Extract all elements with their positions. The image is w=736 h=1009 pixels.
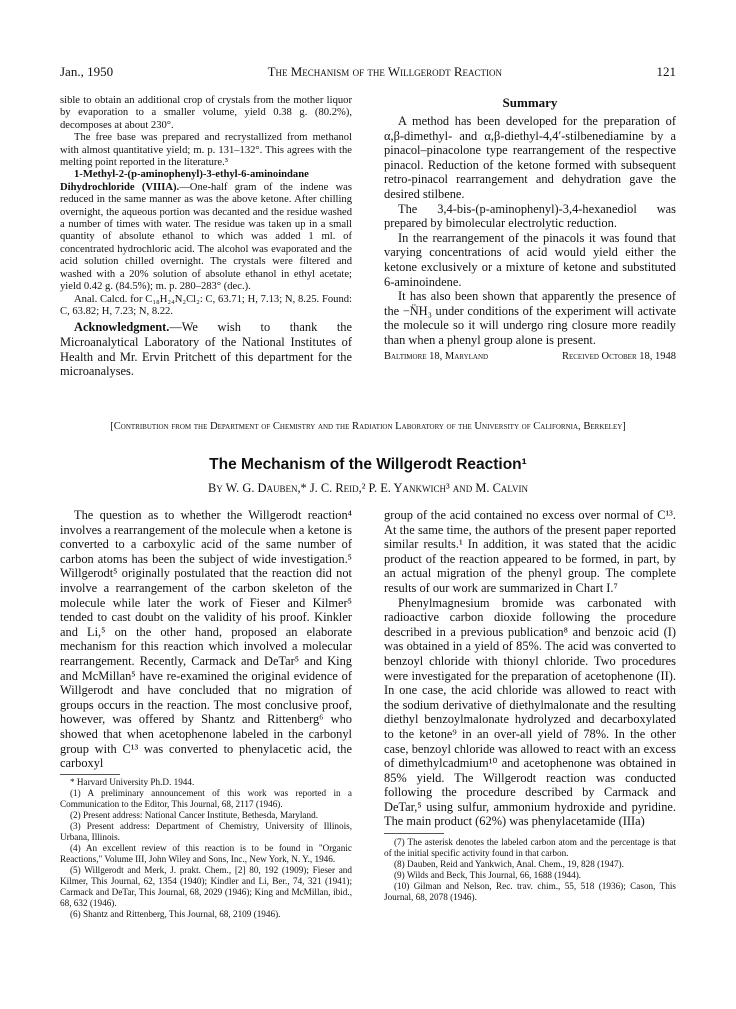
paragraph — [60, 169, 352, 293]
previous-article-left-column — [60, 95, 352, 379]
footnotes-left — [60, 777, 352, 920]
footnote: (2) Present address: National Cancer Institute, Bethesda, Maryland. — [70, 809, 318, 820]
footnote-divider — [384, 833, 444, 834]
summary-paragraph: A method has been developed for the preparation of α,β-dimethyl- and α,β-diethyl-4,4′-stilbenediamine by a pinacol–pinacolone type rearrangement of the respective pinacol. Reduction of the ketone formed with subsequent retro-pinacol rearrangement and dehydration gave the desired stilbene. — [384, 114, 676, 201]
summary-paragraph: It has also been shown that apparently the presence of the −N̈H₃ under conditions of the experiment will activate the molecule so it will undergo ring closure more readily than when a phenyl group alone is present. — [384, 289, 676, 347]
running-head — [60, 64, 676, 80]
summary-paragraph: The 3,4-bis-(p-aminophenyl)-3,4-hexanediol was prepared by bimolecular electrolytic reduction. — [384, 201, 676, 231]
footnote: (10) Gilman and Nelson, Rec. trav. chim., 55, 518 (1936); Cason, This Journal, 68, 2078 (1946). — [384, 881, 676, 903]
acknowledgment-body: —We wish to thank the Microanalytical Laboratory of the National Institutes of Health and Mr. Ervin Pritchett of this department for the microanalyses. — [60, 320, 352, 379]
received-date: Received October 18, 1948 — [561, 350, 676, 362]
footnote: (9) Wilds and Beck, This Journal, 66, 1688 (1944). — [394, 870, 582, 881]
summary-heading: Summary — [502, 95, 558, 110]
body-paragraph: Phenylmagnesium bromide was carbonated with radioactive carbon dioxide following the procedure described in a previous publication⁸ and benzoic acid (I) was obtained in a yield of 85%. The acid was converted to benzoyl chloride with thionyl chloride. Two procedures were investigated for the preparation of acetophenone (II). In one case, the acid chloride was allowed to react with the sodium derivative of diethylmalonate and the resulting diethyl benzoylmalonate hydrolyzed and decarboxylated to the ketone⁹ in an over-all yield of 78%. In the other case, benzoyl chloride was allowed to react with an excess of dimethylcadmium¹⁰ and acetophenone was obtained in 85% yield. The Willgerodt reaction was conducted following the procedure described by Carmack and DeTar,⁵ using sulfur, ammonium hydroxide and pyridine. The main product (62%) was phenylacetamide (IIIa) — [384, 595, 676, 829]
footnote: (8) Dauben, Reid and Yankwich, Anal. Chem., 19, 828 (1947). — [394, 859, 624, 870]
body-right-column — [384, 508, 676, 903]
journal-header-title: The Mechanism of the Willgerodt Reaction — [267, 64, 503, 79]
summary-section — [384, 95, 676, 362]
footnote: (7) The asterisk denotes the labeled carbon atom and the percentage is that of the initial specific activity found in that carbon. — [384, 837, 676, 859]
footnote: (4) An excellent review of this reaction is to be found in "Organic Reactions," Volume III, John Wiley and Sons, Inc., New York, N. Y., 1946. — [60, 842, 352, 864]
analysis-paragraph: Anal. Calcd. for C₁₈H₂₄N₂Cl₂: C, 63.71; H, 7.13; N, 8.25. Found: C, 63.82; H, 7.23; N, 8.22. — [60, 293, 352, 317]
body-left-column — [60, 508, 352, 920]
footnote: (5) Willgerodt and Merk, J. prakt. Chem., [2] 80, 192 (1909); Fieser and Kilmer, This Journal, 62, 1354 (1940); Kindler and Li, Ber., 74, 321 (1941); Carmack and DeTar, This Journal, 68, 2029 (1946); King and McMillan, ibid., 68, 632 (1946). — [60, 864, 352, 908]
date-header: Jan., 1950 — [60, 64, 114, 79]
footnote: (3) Present address: Department of Chemistry, University of Illinois, Urbana, Illinois. — [60, 820, 352, 842]
location: Baltimore 18, Maryland — [384, 350, 489, 362]
body-paragraph: The question as to whether the Willgerodt reaction⁴ involves a rearrangement of the molecule when a ketone is converted to a carboxylic acid of the same number of carbon atoms has been the subject of wide investigation.⁵ Willgerodt⁵ originally postulated that the reaction did not involve a rearrangement of the carbon skeleton of the molecule while later the work of Fieser and Kilmer⁵ tended to cast doubt on the validity of his proof. Kinkler and Li,⁵ on the other hand, proposed an elaborate mechanism for this reaction which involved a molecular rearrangement. Recently, Carmack and DeTar⁵ and King and McMillan⁵ have re-examined the original evidence of Willgerodt and have concluded that no migration of groups occurs in the reaction. The most conclusive proof, however, was offered by Shantz and Rittenberg⁶ who showed that when acetophenone labeled in the carbonyl group with C¹³ was converted to phenylacetic acid, the carboxyl — [60, 508, 352, 771]
summary-signature — [384, 351, 676, 362]
footnote-divider — [60, 774, 120, 775]
footnote: (6) Shantz and Rittenberg, This Journal, 68, 2109 (1946). — [70, 908, 281, 919]
acknowledgment-title: Acknowledgment. — [74, 320, 170, 335]
paragraph: sible to obtain an additional crop of crystals from the mother liquor by evaporation to a smaller volume, yield 0.38 g. (80.2%), decomposes at about 230°. — [60, 95, 352, 131]
article-title: The Mechanism of the Willgerodt Reaction¹ — [209, 456, 527, 473]
procedure-body: —One-half gram of the indene was reduced in the same manner as was the above ketone. After chilling overnight, the aqueous portion was decanted and the residue washed a number of times with water. The residue was taken up in a small quantity of absolute ethanol to which was added 1 ml. of concentrated hydrochloric acid. The alcohol was evaporated and the acid solution chilled overnight. The crystals were filtered and washed with a 20% solution of absolute ethanol in ethyl acetate; yield 0.42 g. (84.5%); m. p. 280–283° (dec.). — [60, 181, 353, 293]
page-number: 121 — [656, 64, 676, 79]
article-authors: By W. G. Dauben,* J. C. Reid,² P. E. Yankwich³ and M. Calvin — [207, 481, 529, 495]
contribution-note: [Contribution from the Department of Chemistry and the Radiation Laboratory of the University of California, Berkeley] — [110, 421, 626, 432]
summary-paragraph: In the rearrangement of the pinacols it was found that varying concentrations of acid would yield either the ketone exclusively or a mixture of ketone and substituted 6-aminoindene. — [384, 230, 676, 289]
footnotes-right — [384, 837, 676, 903]
footnote: (1) A preliminary announcement of this work was reported in a Communication to the Editor, This Journal, 68, 2117 (1946). — [60, 787, 352, 809]
body-paragraph: group of the acid contained no excess over normal of C¹³. At the same time, the authors of the present paper reported similar results.¹ In addition, it was stated that the acidic product of the reaction appeared to be formed, in part, by an actual migration of the phenyl group. The complete results of our work are summarized in Chart I.⁷ — [384, 508, 676, 595]
procedure-title: 1-Methyl-2-(p-aminophenyl)-3-ethyl-6-aminoindane Dihydrochloride (VIIIA). — [60, 169, 309, 193]
paragraph: The free base was prepared and recrystallized from methanol with almost quantitative yield; m. p. 131–132°. This agrees with the melting point reported in the literature.³ — [60, 132, 352, 169]
acknowledgment — [60, 320, 352, 378]
footnote: * Harvard University Ph.D. 1944. — [70, 776, 195, 787]
